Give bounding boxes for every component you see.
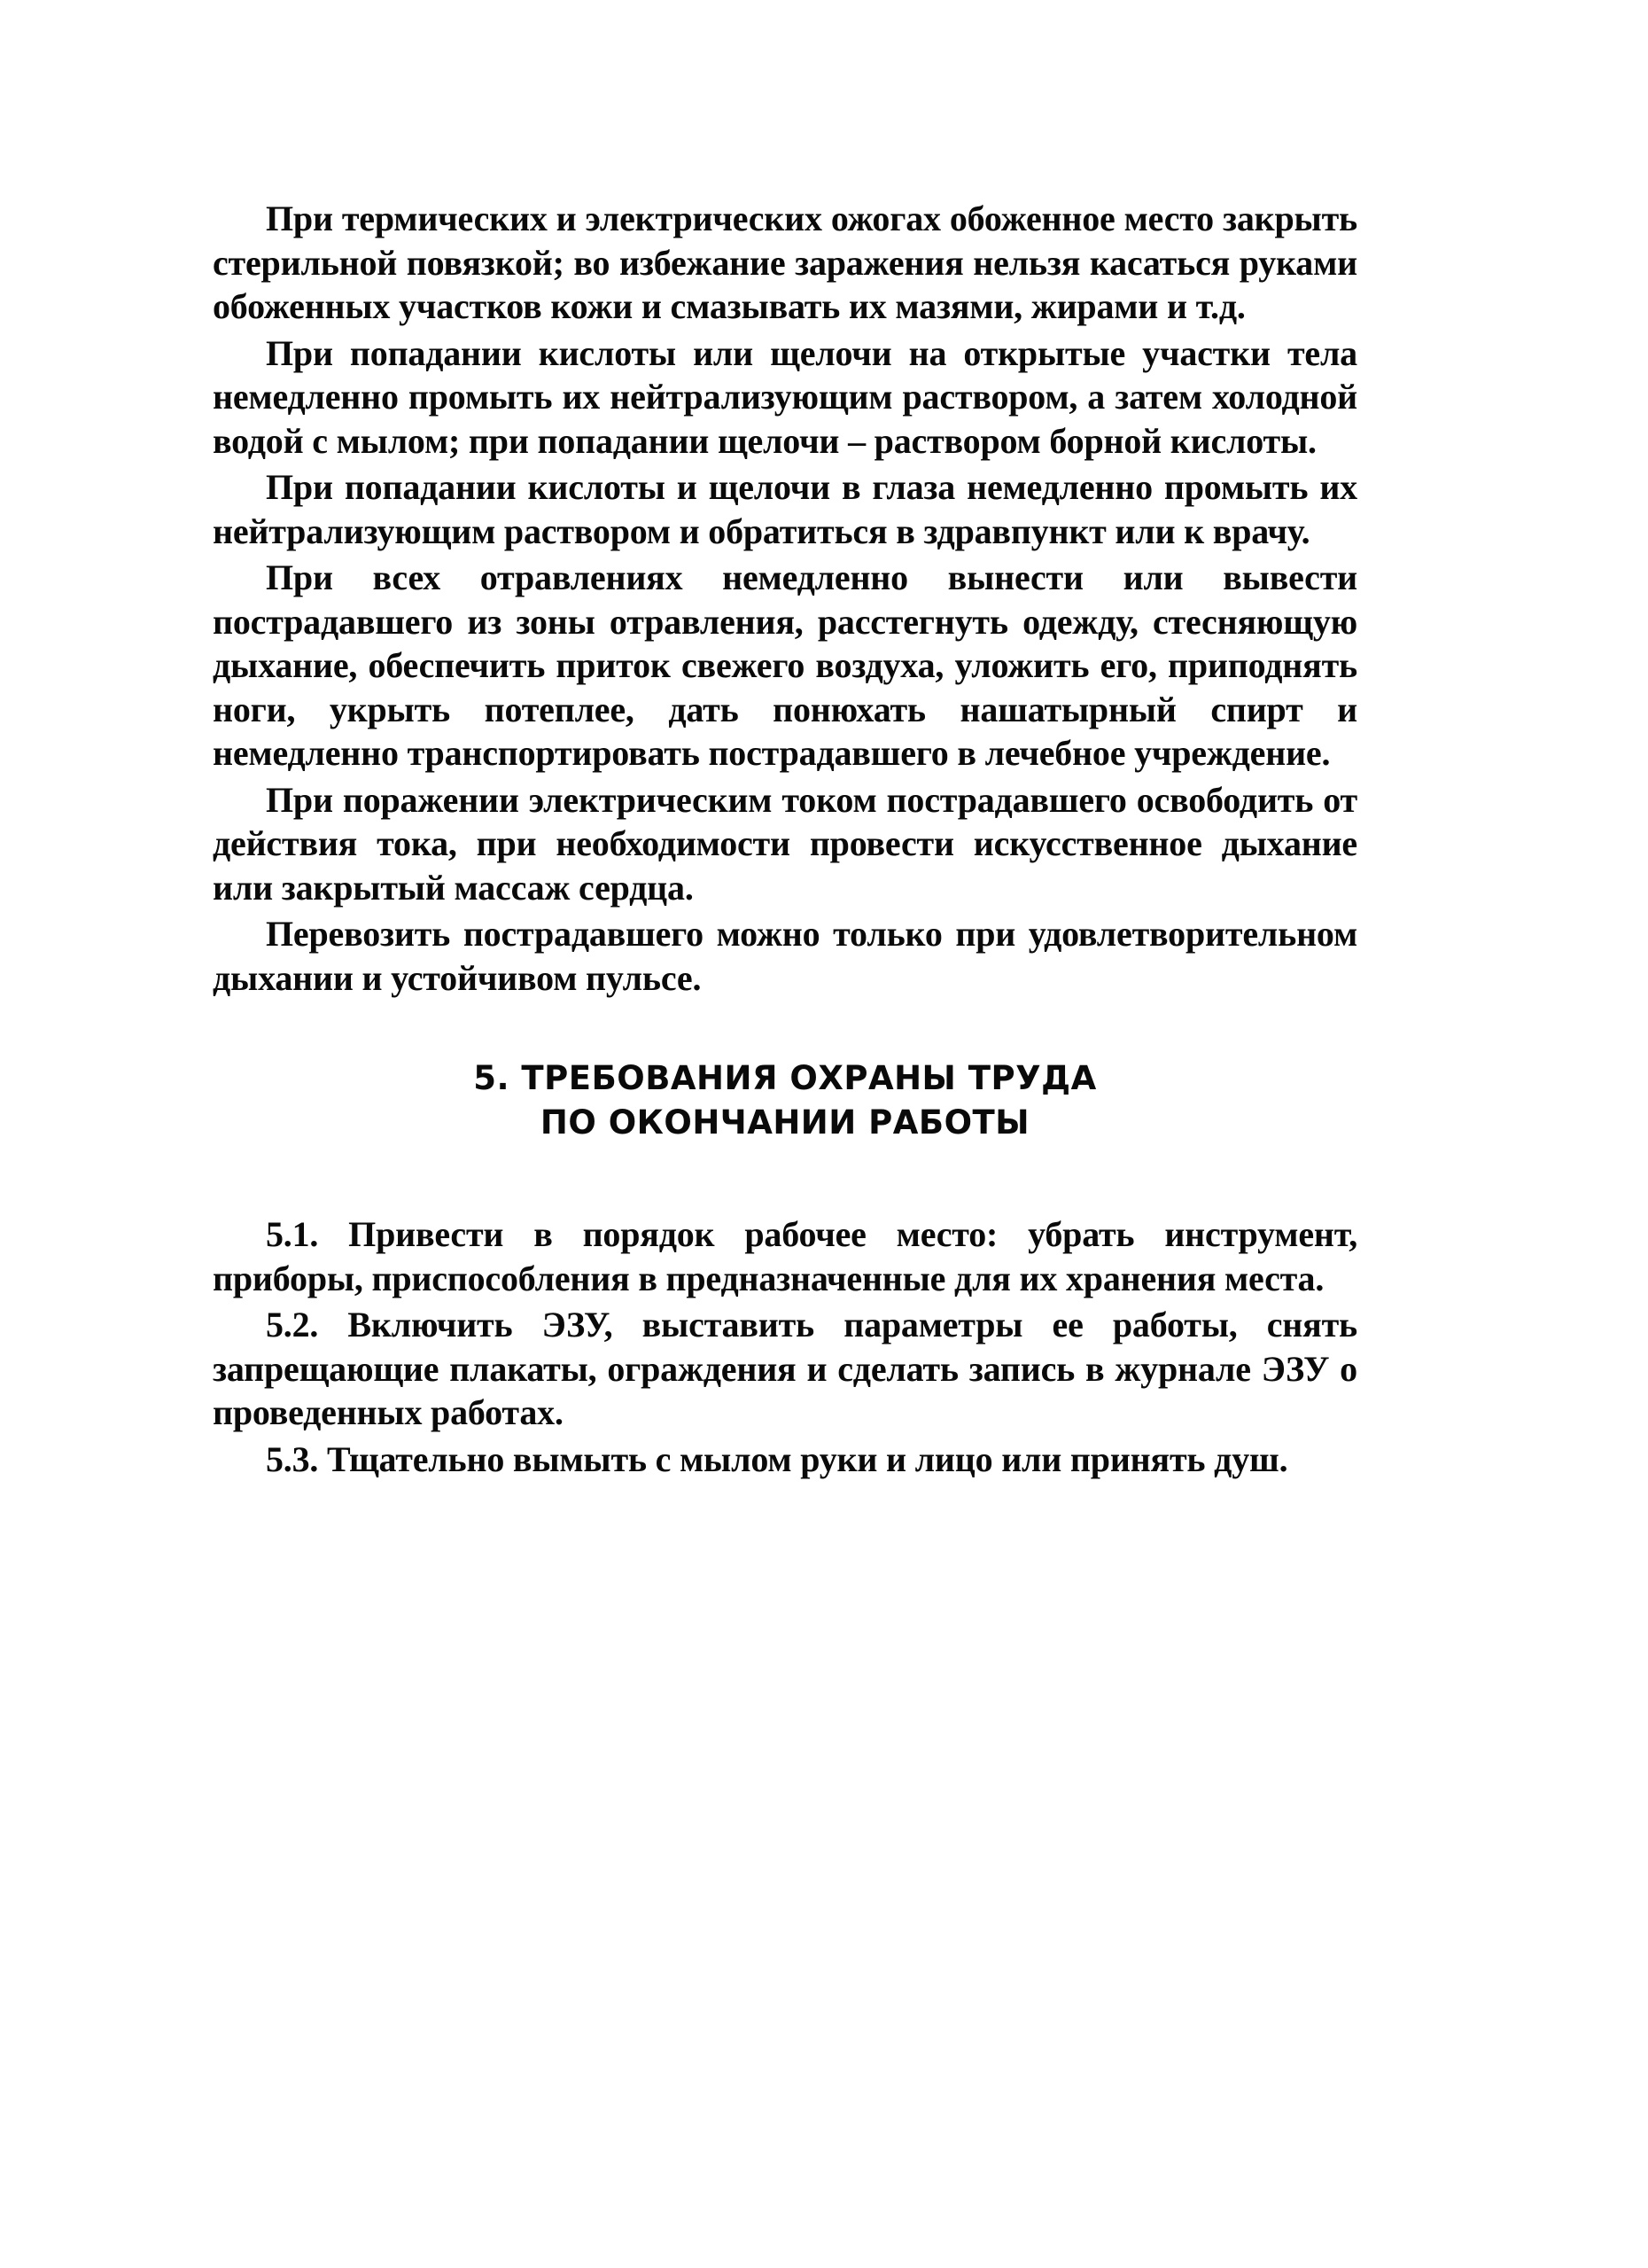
item-number: 5.3. — [266, 1438, 319, 1479]
section-heading-line-2: ПО ОКОНЧАНИИ РАБОТЫ — [540, 1103, 1030, 1142]
section-heading-line-1: 5. ТРЕБОВАНИЯ ОХРАНЫ ТРУДА — [473, 1059, 1097, 1097]
paragraph-transport: Перевозить пострадавшего можно только при удовлетворительном дыхании и устойчивом пульсе. — [213, 914, 1357, 998]
paragraph-electric-shock: При поражении электрическим током пострадавшего освободить от действия тока, при необходимости провести искусственное дыхание или закрытый массаж сердца. — [213, 779, 1357, 908]
section-item-5-1 — [213, 1212, 1357, 1300]
item-number: 5.1. — [266, 1214, 319, 1254]
paragraph-acid-skin: При попадании кислоты или щелочи на открытые участки тела немедленно промыть их нейтрализующим раствором, а затем холодной водой с мылом; при попадании щелочи – раствором борной кислоты. — [213, 332, 1357, 461]
section-item-5-2 — [213, 1303, 1357, 1435]
item-text: Включить ЭЗУ, выставить параметры ее работы, снять запрещающие плакаты, ограждения и сделать запись в журнале ЭЗУ о проведенных работах. — [213, 1305, 1357, 1432]
item-number: 5.2. — [266, 1305, 319, 1344]
paragraph-poisoning: При всех отравлениях немедленно вынести или вывести пострадавшего из зоны отравления, расстегнуть одежду, стесняющую дыхание, обеспечить приток свежего воздуха, уложить его, приподнять ноги, укрыть потеплее, дать понюхать нашатырный спирт и немедленно транспортировать пострадавшего в лечебное учреждение. — [213, 557, 1357, 773]
section-heading — [213, 1056, 1357, 1145]
item-text: Привести в порядок рабочее место: убрать инструмент, приборы, приспособления в предназначенные для их хранения места. — [213, 1214, 1357, 1298]
section-item-5-3 — [213, 1438, 1357, 1482]
paragraph-acid-eyes: При попадании кислоты и щелочи в глаза немедленно промыть их нейтрализующим раствором и обратиться в здравпункт или к врачу. — [213, 467, 1357, 551]
paragraph-burns: При термических и электрических ожогах обоженное место закрыть стерильной повязкой; во избежание заражения нельзя касаться руками обоженных участков кожи и смазывать их мазями, жирами и т.д. — [213, 199, 1357, 326]
document-page — [213, 197, 1357, 1484]
item-text: Тщательно вымыть с мылом руки и лицо или принять душ. — [318, 1438, 1288, 1479]
